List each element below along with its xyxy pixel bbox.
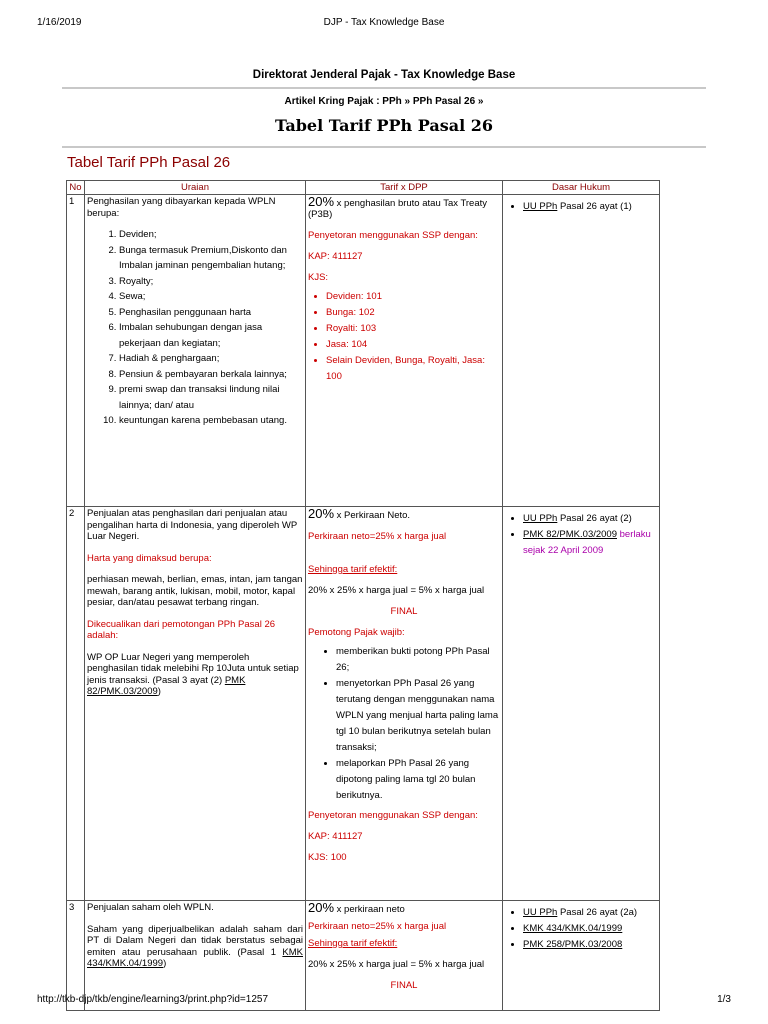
tarif-percent: 20% [308,900,335,915]
tarif-text: x penghasilan bruto atau Tax Treaty (P3B) [308,198,488,220]
tarif-percent: 20% [308,506,335,521]
article-title: Tabel Tarif PPh Pasal 26 [275,116,493,135]
print-date: 1/16/2019 [37,17,82,28]
perkiraan-neto: Perkiraan neto=25% x harga jual [308,531,447,542]
list-item [523,905,657,921]
exception-label: Dikecualikan dari pemotongan PPh Pasal 26 adalah: [87,618,276,641]
kjs-label: KJS: [308,272,329,283]
dasar-hukum-cell [503,195,660,507]
header-dasar: Dasar Hukum [503,181,660,195]
legal-basis-list [505,905,657,953]
tarif-percent: 20% [308,194,335,209]
tariff-table [66,180,660,1011]
list-item: 1. Deviden; [119,227,303,243]
share-detail [87,924,303,970]
exception-close: ) [157,686,161,697]
harta-label: Harta yang dimaksud berupa: [87,552,212,564]
list-item [523,527,657,559]
legal-basis-list [505,511,657,559]
list-item: • Jasa: 104 [326,337,500,353]
table-header-row [67,181,660,195]
kmk-link[interactable]: KMK 434/KMK.04/1999 [523,923,623,934]
list-item: • Bunga: 102 [326,305,500,321]
divider [62,146,706,148]
setoran-label: Penyetoran menggunakan SSP dengan: [308,810,478,821]
dasar-hukum-cell [503,901,660,1011]
formula: 20% x 25% x harga jual = 5% x harga jual [308,959,485,970]
uraian-intro: Penjualan saham oleh WPLN. [87,902,214,913]
formula: 20% x 25% x harga jual = 5% x harga jual [308,585,485,596]
header-tarif: Tarif x DPP [306,181,503,195]
final-label: FINAL [390,606,418,617]
legal-basis-text: Pasal 26 ayat (1) [559,201,632,212]
uu-pph-link[interactable]: UU PPh [523,907,558,918]
legal-basis-text: Pasal 26 ayat (2a) [559,907,638,918]
list-item: 6. Imbalan sehubungan dengan jasa pekerjaan dan kegiatan; [119,320,303,351]
kap-code: KAP: 411127 [308,831,363,842]
list-item: 9. premi swap dan transaksi lindung nilai lainnya; dan/ atau [119,382,303,413]
setoran-label: Penyetoran menggunakan SSP dengan: [308,230,478,241]
effective-date-note: berlaku sejak 22 April 2009 [523,529,651,556]
row-number: 3 [67,901,85,1011]
pmk-link[interactable]: PMK 258/PMK.03/2008 [523,939,623,950]
site-title: Direktorat Jenderal Pajak - Tax Knowledge Base [252,69,516,81]
list-item: • Deviden: 101 [326,289,500,305]
list-item: 2. Bunga termasuk Premium,Diskonto dan Imbalan jaminan pengembalian hutang; [119,243,303,274]
breadcrumb: Artikel Kring Pajak : PPh » PPh Pasal 26 » [284,96,484,107]
list-item: 7. Hadiah & penghargaan; [119,351,303,367]
list-item: 10. keuntungan karena pembebasan utang. [119,413,303,429]
harta-list: perhiasan mewah, berlian, emas, intan, jam tangan mewah, barang antik, lukisan, mobil, motor, kapal pesiar, dan/atau pesawat terbang ringan. [87,574,303,608]
kjs-code: KJS: 100 [308,852,347,863]
list-item: 4. Sewa; [119,289,303,305]
kjs-list [308,289,500,385]
section-title: Tabel Tarif PPh Pasal 26 [67,154,231,171]
kap-code: KAP: 411127 [308,251,363,262]
list-item: 3. Royalty; [119,274,303,290]
sehingga-label: Sehingga tarif efektif: [308,564,398,575]
row-number: 1 [67,195,85,507]
print-header [37,17,731,31]
uraian-intro: Penghasilan yang dibayarkan kepada WPLN berupa: [87,196,276,219]
pemotong-label: Pemotong Pajak wajib: [308,627,405,638]
exception-body: WP OP Luar Negeri yang memperoleh penghasilan tidak melebihi Rp 10Juta untuk setiap jenis transaksi. (Pasal 3 ayat (2) [87,651,299,686]
tarif-text: x perkiraan neto [336,904,405,915]
share-detail-body: Saham yang diperjualbelikan adalah saham dari PT di Dalam Negeri dan tidak berstatus sebagai emiten atau perusahaan publik. (Pasal 1 [87,923,303,958]
uu-pph-link[interactable]: UU PPh [523,513,558,524]
dasar-hukum-cell [503,507,660,901]
legal-basis-text: Pasal 26 ayat (2) [559,513,632,524]
pmk-link[interactable]: PMK 82/PMK.03/2009 [523,529,617,540]
tarif-cell [306,195,503,507]
divider [62,87,706,89]
page-counter: 1/3 [717,994,731,1005]
print-page-title: DJP - Tax Knowledge Base [323,17,445,28]
list-item: • menyetorkan PPh Pasal 26 yang terutang dengan menggunakan nama WPLN yang menjual harta paling lama tgl 10 bulan berikutnya setelah bulan transaksi; [336,676,500,756]
exception-text [87,652,303,698]
list-item: • memberikan bukti potong PPh Pasal 26; [336,644,500,676]
row-number: 2 [67,507,85,901]
perkiraan-neto: Perkiraan neto=25% x harga jual [308,921,447,932]
table-row [67,507,660,901]
uu-pph-link[interactable]: UU PPh [523,201,558,212]
list-item [523,921,657,937]
list-item: • Royalti: 103 [326,321,500,337]
income-list [87,227,303,429]
uraian-cell [85,507,306,901]
list-item: • melaporkan PPh Pasal 26 yang dipotong paling lama tgl 20 bulan berikutnya. [336,756,500,804]
uraian-intro: Penjualan atas penghasilan dari penjualan atau pengalihan harta di Indonesia, yang diperoleh WP Luar Negeri. [87,508,298,542]
list-item [523,511,657,527]
list-item [523,199,657,215]
tarif-text: x Perkiraan Neto. [336,510,411,521]
uraian-cell [85,195,306,507]
list-item: 5. Penghasilan penggunaan harta [119,305,303,321]
sehingga-label: Sehingga tarif efektif: [308,938,398,949]
header-no: No [67,181,85,195]
list-item: • Selain Deviden, Bunga, Royalti, Jasa: 100 [326,353,500,385]
tarif-cell [306,507,503,901]
tarif-cell [306,901,503,1011]
list-item: 8. Pensiun & pembayaran berkala lainnya; [119,367,303,383]
share-detail-close: ) [163,958,167,969]
pmk-link[interactable]: PMK 82/PMK.03/2009 [87,674,246,697]
list-item [523,937,657,953]
header-uraian: Uraian [85,181,306,195]
legal-basis-list [505,199,657,215]
table-row [67,195,660,507]
pemotong-list [308,644,500,804]
final-label: FINAL [390,980,418,991]
kmk-link[interactable]: KMK 434/KMK.04/1999 [87,946,304,969]
page-url: http://tkb-djp/tkb/engine/learning3/print.php?id=1257 [37,994,269,1005]
